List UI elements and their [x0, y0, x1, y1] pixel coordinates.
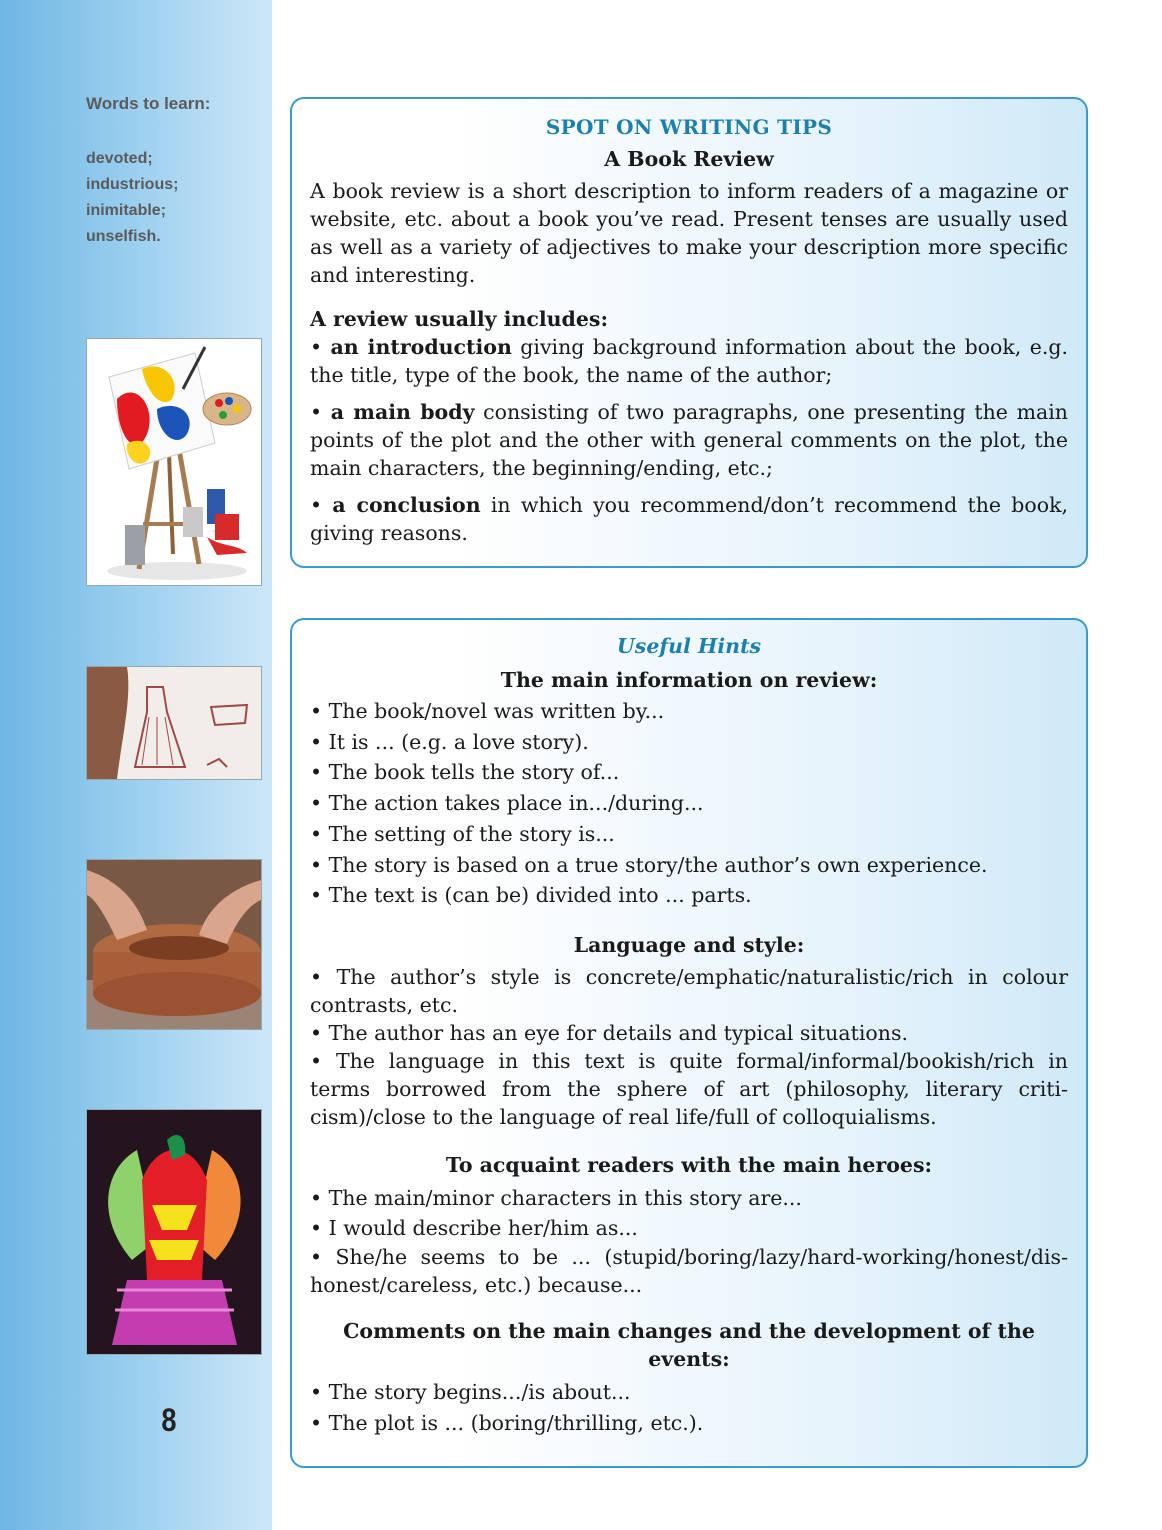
origami-craft-image	[86, 1109, 262, 1355]
hint-line: • The author has an eye for details and typical situations.	[310, 1020, 908, 1045]
hint-line: • The author’s style is concrete/emphatic/naturalistic/rich in colour contrasts, etc.	[310, 964, 1068, 1017]
include-text: consisting of two paragraphs, one presenting the main points of the plot and the other with general comments on the plot, the main characters, the beginning/ending, etc.;	[310, 400, 1068, 480]
hint-line: • The story begins.../is about...	[310, 1379, 631, 1404]
page-number: 8	[161, 1402, 177, 1438]
section-heading: The main information on review:	[500, 668, 878, 692]
writing-tips-box	[290, 97, 1088, 568]
include-item-main-body: • a main body consisting of two paragraphs, one presenting the main points of the plot and the other with general comments on the plot, the main characters, the beginning/ending, etc.;	[310, 400, 1068, 480]
includes-heading: A review usually includes:	[310, 307, 609, 331]
sidebar	[0, 0, 272, 1530]
section-main-heroes	[310, 1183, 1068, 1299]
hint-line: • The action takes place in.../during...	[310, 791, 704, 816]
hint-line: • The setting of the story is...	[310, 821, 615, 846]
fashion-sketch-image	[86, 666, 262, 780]
tips-intro: A book review is a short description to inform readers of a magazine or website, etc. about a book you’ve read. Present tenses are usually used as well as a variety of adjectives to make your description more specific and interesting.	[310, 179, 1068, 287]
include-item-introduction: • an introduction giving background information about the book, e.g. the title, type of the book, the name of the author;	[310, 335, 1068, 387]
hint-line: • The text is (can be) divided into ... parts.	[310, 883, 752, 908]
hint-line: • I would describe her/him as...	[310, 1215, 638, 1240]
include-item-conclusion: • a conclusion in which you recommend/don’t recommend the book, giving reasons.	[310, 493, 1069, 545]
hint-line: • The main/minor characters in this story are...	[310, 1185, 802, 1210]
word-item: devoted;	[86, 150, 153, 167]
hint-line: • The story is based on a true story/the author’s own experience.	[310, 852, 988, 877]
word-item: inimitable;	[86, 202, 167, 219]
words-to-learn-title: Words to learn:	[86, 94, 211, 113]
hint-line: • The language in this text is quite formal/informal/bookish/rich in terms borrowed from the sphere of art (philosophy, literary criti-cism)/close to the language of real life/full of colloquialisms.	[310, 1048, 1068, 1129]
words-list	[86, 146, 178, 250]
section-heading: Language and style:	[573, 932, 805, 957]
include-text: giving background information about the book, e.g. the title, type of the book, the name of the author;	[310, 335, 1068, 387]
tips-subtitle: A Book Review	[604, 147, 774, 171]
section-heading: Comments on the main changes and the development of the events:	[343, 1318, 1035, 1371]
easel-paint-image	[86, 338, 262, 586]
hint-line: • The plot is ... (boring/thrilling, etc.).	[310, 1410, 704, 1435]
section-main-information	[310, 696, 1068, 911]
include-term: an introduction	[330, 335, 512, 359]
hint-line: • She/he seems to be ... (stupid/boring/lazy/hard-working/honest/dis-honest/careless, etc.) because...	[310, 1244, 1068, 1297]
section-comments-events	[310, 1377, 1068, 1438]
tips-title: SPOT ON WRITING TIPS	[545, 115, 833, 139]
pottery-image	[86, 859, 262, 1030]
hints-title: Useful Hints	[616, 634, 762, 658]
section-heading: To acquaint readers with the main heroes:	[445, 1152, 933, 1177]
include-term: a conclusion	[332, 493, 481, 517]
hint-line: • It is ... (e.g. a love story).	[310, 729, 589, 754]
section-language-style	[310, 963, 1068, 1131]
include-text: in which you recommend/don’t recommend the book, giving reasons.	[310, 493, 1069, 545]
include-term: a main body	[330, 400, 475, 424]
useful-hints-box	[290, 618, 1088, 1468]
word-item: industrious;	[86, 176, 179, 193]
word-item: unselfish.	[86, 228, 161, 245]
hint-line: • The book tells the story of...	[310, 760, 620, 785]
hint-line: • The book/novel was written by...	[310, 699, 665, 723]
